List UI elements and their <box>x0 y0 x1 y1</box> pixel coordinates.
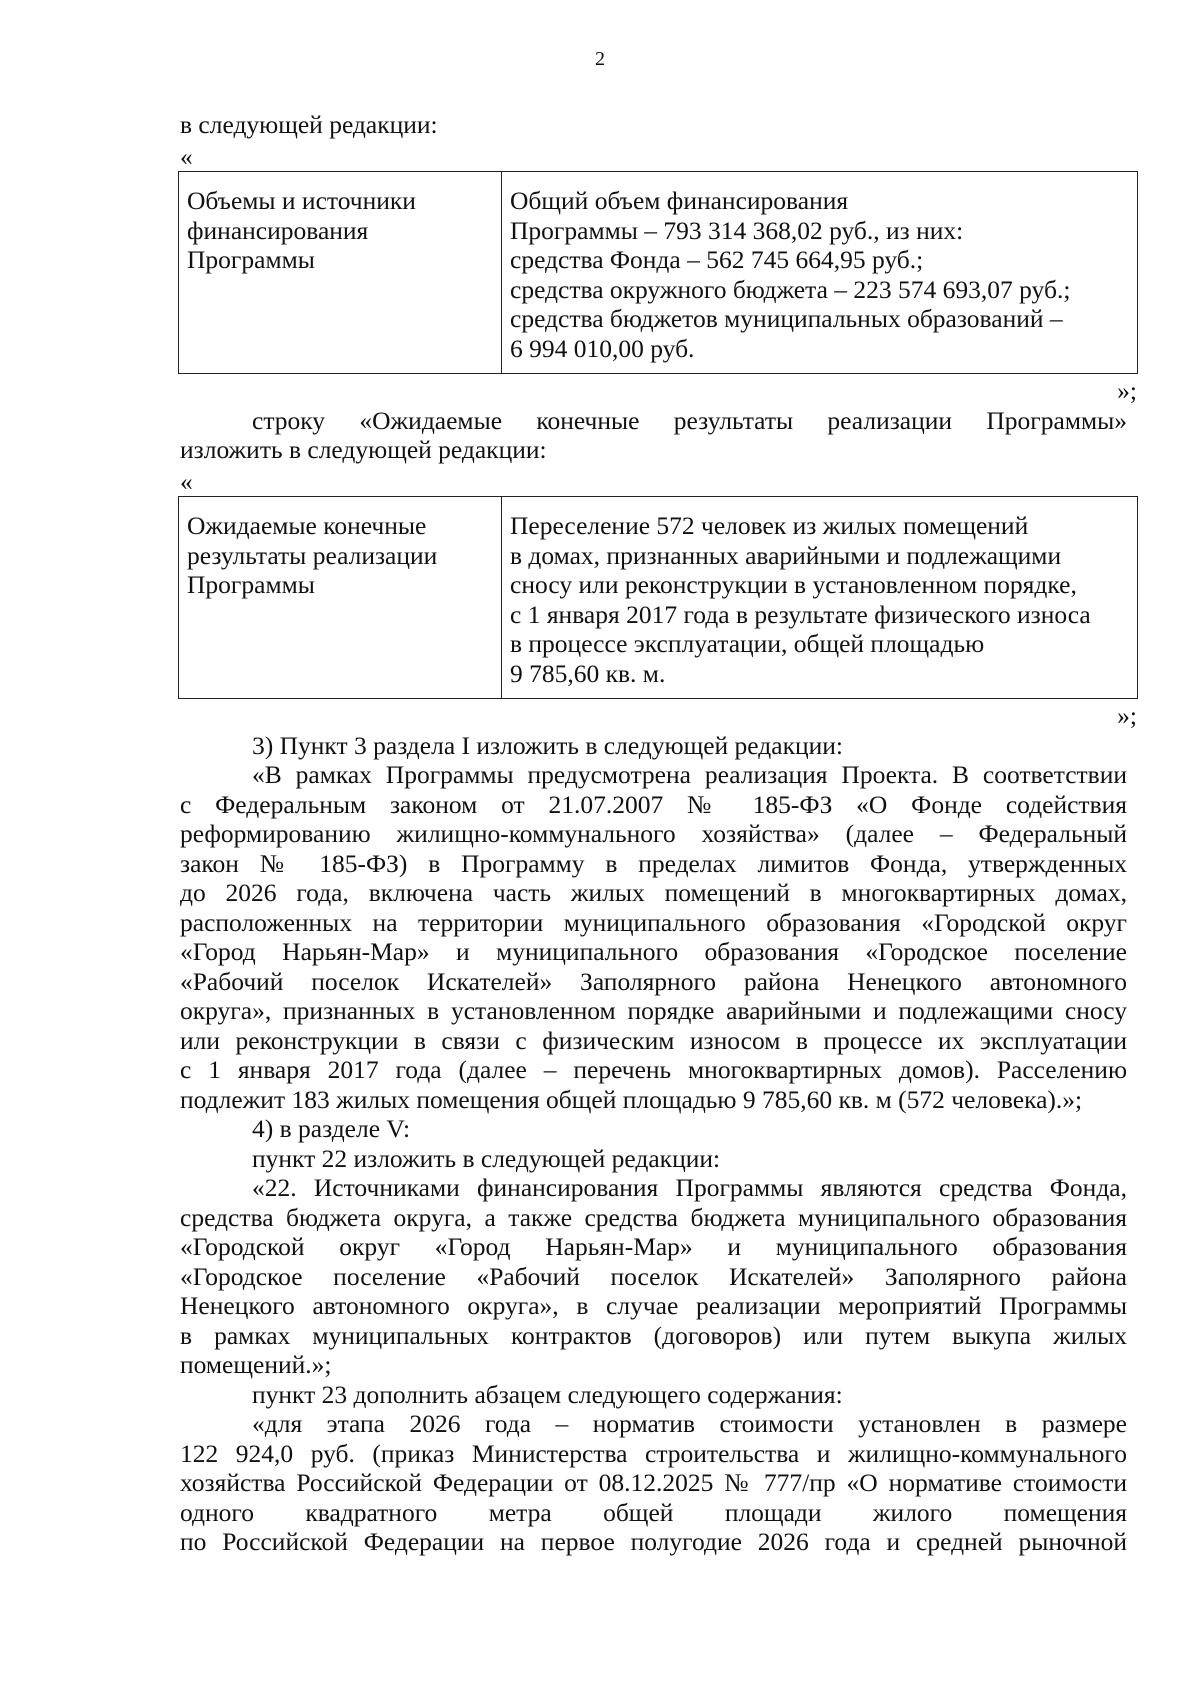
intro-line: в следующей редакции: <box>180 110 438 139</box>
open-quote-1: « <box>180 141 193 171</box>
item4-p23-text <box>180 1409 1127 1557</box>
text-line: «Рабочий поселок Искателей» Заполярного района Ненецкого автономного <box>180 966 1127 996</box>
results-label-line: Программы <box>187 570 315 599</box>
document-body <box>180 110 1137 1557</box>
text-line: средства бюджета округа, а также средства бюджета муниципального образования <box>180 1202 1127 1232</box>
financing-table <box>178 171 1138 374</box>
results-label-line: Ожидаемые конечные <box>187 511 427 540</box>
results-value-line: в домах, признанных аварийными и подлежащими <box>510 540 1062 570</box>
text-line: в рамках муниципальных контрактов (договоров) или путем выкупа жилых <box>180 1320 1127 1350</box>
financing-label-line: Программы <box>187 245 315 274</box>
financing-value-line: средства бюджетов муниципальных образований – <box>510 304 1063 333</box>
text-line: с 1 января 2017 года (далее – перечень многоквартирных домов). Расселению <box>180 1055 1127 1084</box>
results-table-value-cell <box>502 497 1138 699</box>
item4-p22-text <box>180 1173 1127 1380</box>
results-value-line: 9 785,60 кв. м. <box>510 658 666 688</box>
text-line: до 2026 года, включена часть жилых помещений в многоквартирных домах, <box>180 878 1127 907</box>
financing-table-label-cell <box>179 172 502 374</box>
text-line: или реконструкции в связи с физическим износом в процессе их эксплуатации <box>180 1025 1127 1055</box>
open-quote-2: « <box>180 466 193 496</box>
financing-value-line: 6 994 010,00 руб. <box>510 333 695 363</box>
text-line: «Городское поселение «Рабочий поселок Искателей» Заполярного района <box>180 1261 1127 1291</box>
text-line: «для этапа 2026 года – норматив стоимости установлен в размере <box>252 1409 1127 1438</box>
financing-value-line: Программы – 793 314 368,02 руб., из них: <box>510 215 964 245</box>
text-line: расположенных на территории муниципального образования «Городской округ <box>180 907 1127 937</box>
financing-label-line: Объемы и источники <box>187 186 416 215</box>
text-line: помещений.»; <box>180 1350 332 1379</box>
financing-label-line: финансирования <box>187 215 369 245</box>
text-line: 122 924,0 руб. (приказ Министерства строительства и жилищно-коммунального <box>180 1438 1127 1468</box>
item4-p22-heading: пункт 22 изложить в следующей редакции: <box>252 1143 721 1173</box>
item4-p23-heading: пункт 23 дополнить абзацем следующего содержания: <box>252 1379 843 1409</box>
results-value-line: с 1 января 2017 года в результате физического износа <box>510 599 1091 629</box>
row-intro-line-2: изложить в следующей редакции: <box>180 435 547 464</box>
close-quote-2: »; <box>1117 701 1137 730</box>
financing-table-value-cell <box>502 172 1138 374</box>
financing-value-line: средства Фонда – 562 745 664,95 руб.; <box>510 245 924 274</box>
results-table <box>178 496 1138 699</box>
table-row <box>179 497 1138 699</box>
text-line: «Городской округ «Город Нарьян-Мар» и муниципального образования <box>180 1232 1127 1261</box>
results-value-line: Переселение 572 человек из жилых помещений <box>510 511 1029 540</box>
results-value-line: в процессе эксплуатации, общей площадью <box>510 629 985 658</box>
text-line: «В рамках Программы предусмотрена реализация Проекта. В соответствии <box>252 760 1127 789</box>
results-value-line: сносу или реконструкции в установленном порядке, <box>510 570 1077 599</box>
item3-heading: 3) Пункт 3 раздела I изложить в следующей редакции: <box>252 730 843 760</box>
text-line: округа», признанных в установленном порядке аварийными и подлежащими сносу <box>180 996 1127 1025</box>
page-number: 2 <box>595 48 605 70</box>
text-line: реформированию жилищно-коммунального хозяйства» (далее – Федеральный <box>180 819 1127 848</box>
text-line: Ненецкого автономного округа», в случае реализации мероприятий Программы <box>180 1291 1127 1320</box>
text-line: по Российской Федерации на первое полугодие 2026 года и средней рыночной <box>180 1527 1127 1556</box>
results-table-label-cell <box>179 497 502 699</box>
row-intro-line-1: строку «Ожидаемые конечные результаты реализации Программы» <box>252 405 1127 435</box>
results-label-line: результаты реализации <box>187 540 438 570</box>
text-line: «Город Нарьян-Мар» и муниципального образования «Городское поселение <box>180 937 1127 966</box>
text-line: подлежит 183 жилых помещения общей площадью 9 785,60 кв. м (572 человека).»; <box>180 1084 1083 1114</box>
text-line: одного квадратного метра общей площади жилого помещения <box>180 1497 1127 1527</box>
table-row <box>179 172 1138 374</box>
item4-heading: 4) в разделе V: <box>252 1114 411 1143</box>
close-quote-1: »; <box>1117 376 1137 405</box>
text-line: с Федеральным законом от 21.07.2007 № 185-ФЗ «О Фонде содействия <box>180 789 1127 819</box>
financing-value-line: средства окружного бюджета – 223 574 693,07 руб.; <box>510 274 1071 304</box>
text-line: хозяйства Российской Федерации от 08.12.2025 № 777/пр «О нормативе стоимости <box>180 1468 1127 1497</box>
text-line: «22. Источниками финансирования Программы являются средства Фонда, <box>252 1173 1127 1202</box>
financing-value-line: Общий объем финансирования <box>510 186 849 215</box>
text-line: закон № 185-ФЗ) в Программу в пределах лимитов Фонда, утвержденных <box>180 848 1127 878</box>
item3-text <box>180 760 1127 1114</box>
